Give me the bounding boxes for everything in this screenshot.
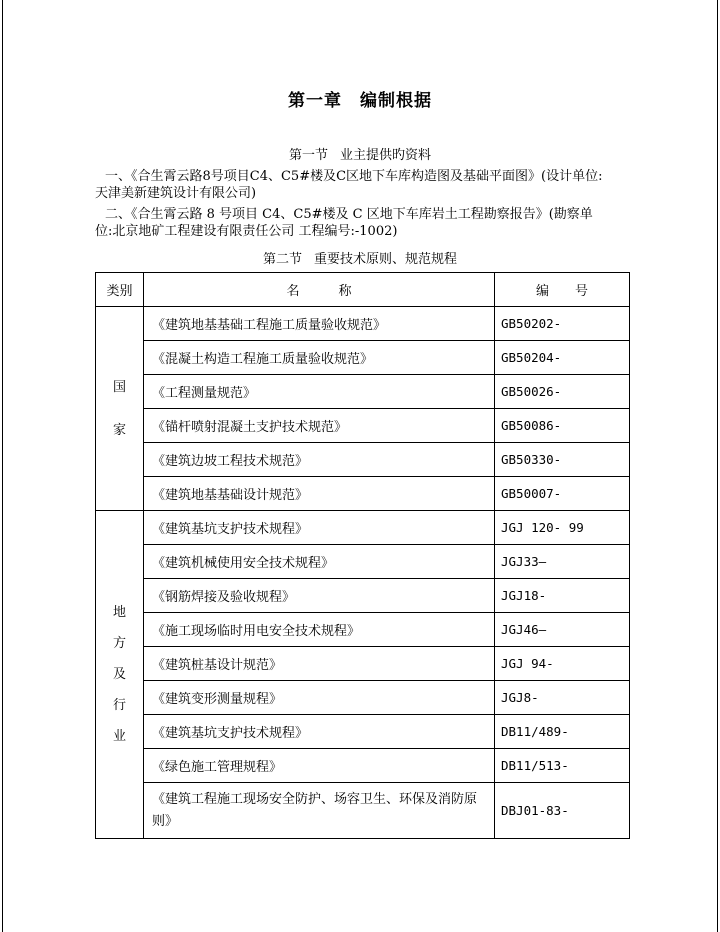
norm-code: JGJ8-	[495, 681, 630, 715]
norm-name: 《建筑工程施工现场安全防护、场容卫生、环保及消防原则》	[144, 783, 495, 839]
header-name: 名 称	[144, 273, 495, 307]
norm-name: 《建筑机械使用安全技术规程》	[144, 545, 495, 579]
category-char: 家	[112, 422, 126, 438]
table-row	[96, 511, 630, 545]
norm-code: GB50086-	[495, 409, 630, 443]
table-row	[96, 783, 630, 839]
category-char: 行	[112, 698, 126, 713]
table-row	[96, 375, 630, 409]
table-row	[96, 307, 630, 341]
norm-name: 《建筑边坡工程技术规范》	[144, 443, 495, 477]
table-row	[96, 749, 630, 783]
norm-code: JGJ18-	[495, 579, 630, 613]
chapter-name: 编制根据	[360, 91, 432, 111]
norm-code: GB50026-	[495, 375, 630, 409]
provided-document-2	[95, 206, 625, 240]
page-left-border	[2, 0, 3, 932]
section2-number: 第二节	[262, 252, 302, 267]
chapter-number: 第一章	[288, 91, 342, 111]
norm-code: JGJ 120- 99	[495, 511, 630, 545]
norm-code: DBJ01-83-	[495, 783, 630, 839]
norm-name: 《锚杆喷射混凝土支护技术规范》	[144, 409, 495, 443]
category-local-industry	[96, 511, 144, 839]
provided-document-1-line1: 一、《合生霄云路8号项目C4、C5#楼及C区地下车库构造图及基础平面图》(设计单位:	[105, 169, 603, 184]
page-right-border	[717, 0, 718, 932]
header-code: 编 号	[495, 273, 630, 307]
norms-table	[95, 272, 630, 839]
provided-document-1	[95, 168, 625, 202]
provided-document-2-line1: 二、《合生霄云路 8 号项目 C4、C5#楼及 C 区地下车库岩土工程勘察报告》(勘察单	[105, 207, 593, 222]
norm-name: 《建筑变形测量规程》	[144, 681, 495, 715]
header-category: 类别	[96, 273, 144, 307]
table-row	[96, 409, 630, 443]
table-row	[96, 647, 630, 681]
section2-title	[0, 248, 720, 267]
norm-name: 《建筑地基基础设计规范》	[144, 477, 495, 511]
norm-code: DB11/513-	[495, 749, 630, 783]
norm-name: 《混凝土构造工程施工质量验收规范》	[144, 341, 495, 375]
section1-title	[0, 144, 720, 163]
table-row	[96, 715, 630, 749]
norm-name: 《施工现场临时用电安全技术规程》	[144, 613, 495, 647]
section1-number: 第一节	[288, 148, 328, 163]
norm-name: 《绿色施工管理规程》	[144, 749, 495, 783]
norm-code: JGJ 94-	[495, 647, 630, 681]
norm-code: GB50202-	[495, 307, 630, 341]
table-row	[96, 443, 630, 477]
norm-name: 《建筑基坑支护技术规程》	[144, 715, 495, 749]
table-header-row	[96, 273, 630, 307]
category-char: 及	[112, 667, 126, 682]
table-row	[96, 613, 630, 647]
norm-name: 《建筑地基基础工程施工质量验收规范》	[144, 307, 495, 341]
norm-name: 《钢筋焊接及验收规程》	[144, 579, 495, 613]
category-national	[96, 307, 144, 511]
category-char: 国	[112, 379, 126, 395]
norm-code: JGJ46—	[495, 613, 630, 647]
section2-name: 重要技术原则、规范规程	[314, 252, 458, 267]
norm-name: 《工程测量规范》	[144, 375, 495, 409]
norm-code: JGJ33—	[495, 545, 630, 579]
norm-name: 《建筑桩基设计规范》	[144, 647, 495, 681]
norm-code: GB50330-	[495, 443, 630, 477]
category-char: 地	[112, 605, 126, 620]
provided-document-2-line2: 位:北京地矿工程建设有限责任公司 工程编号:-1002)	[95, 224, 398, 239]
section1-name: 业主提供旳资料	[340, 148, 432, 163]
norm-code: GB50007-	[495, 477, 630, 511]
category-char: 方	[112, 636, 126, 651]
table-row	[96, 545, 630, 579]
chapter-title	[0, 86, 720, 111]
norm-code: GB50204-	[495, 341, 630, 375]
norm-code: DB11/489-	[495, 715, 630, 749]
table-row	[96, 681, 630, 715]
table-row	[96, 579, 630, 613]
table-row	[96, 477, 630, 511]
category-char: 业	[112, 729, 126, 744]
table-row	[96, 341, 630, 375]
norm-name: 《建筑基坑支护技术规程》	[144, 511, 495, 545]
provided-document-1-line2: 天津美新建筑设计有限公司)	[95, 186, 257, 201]
